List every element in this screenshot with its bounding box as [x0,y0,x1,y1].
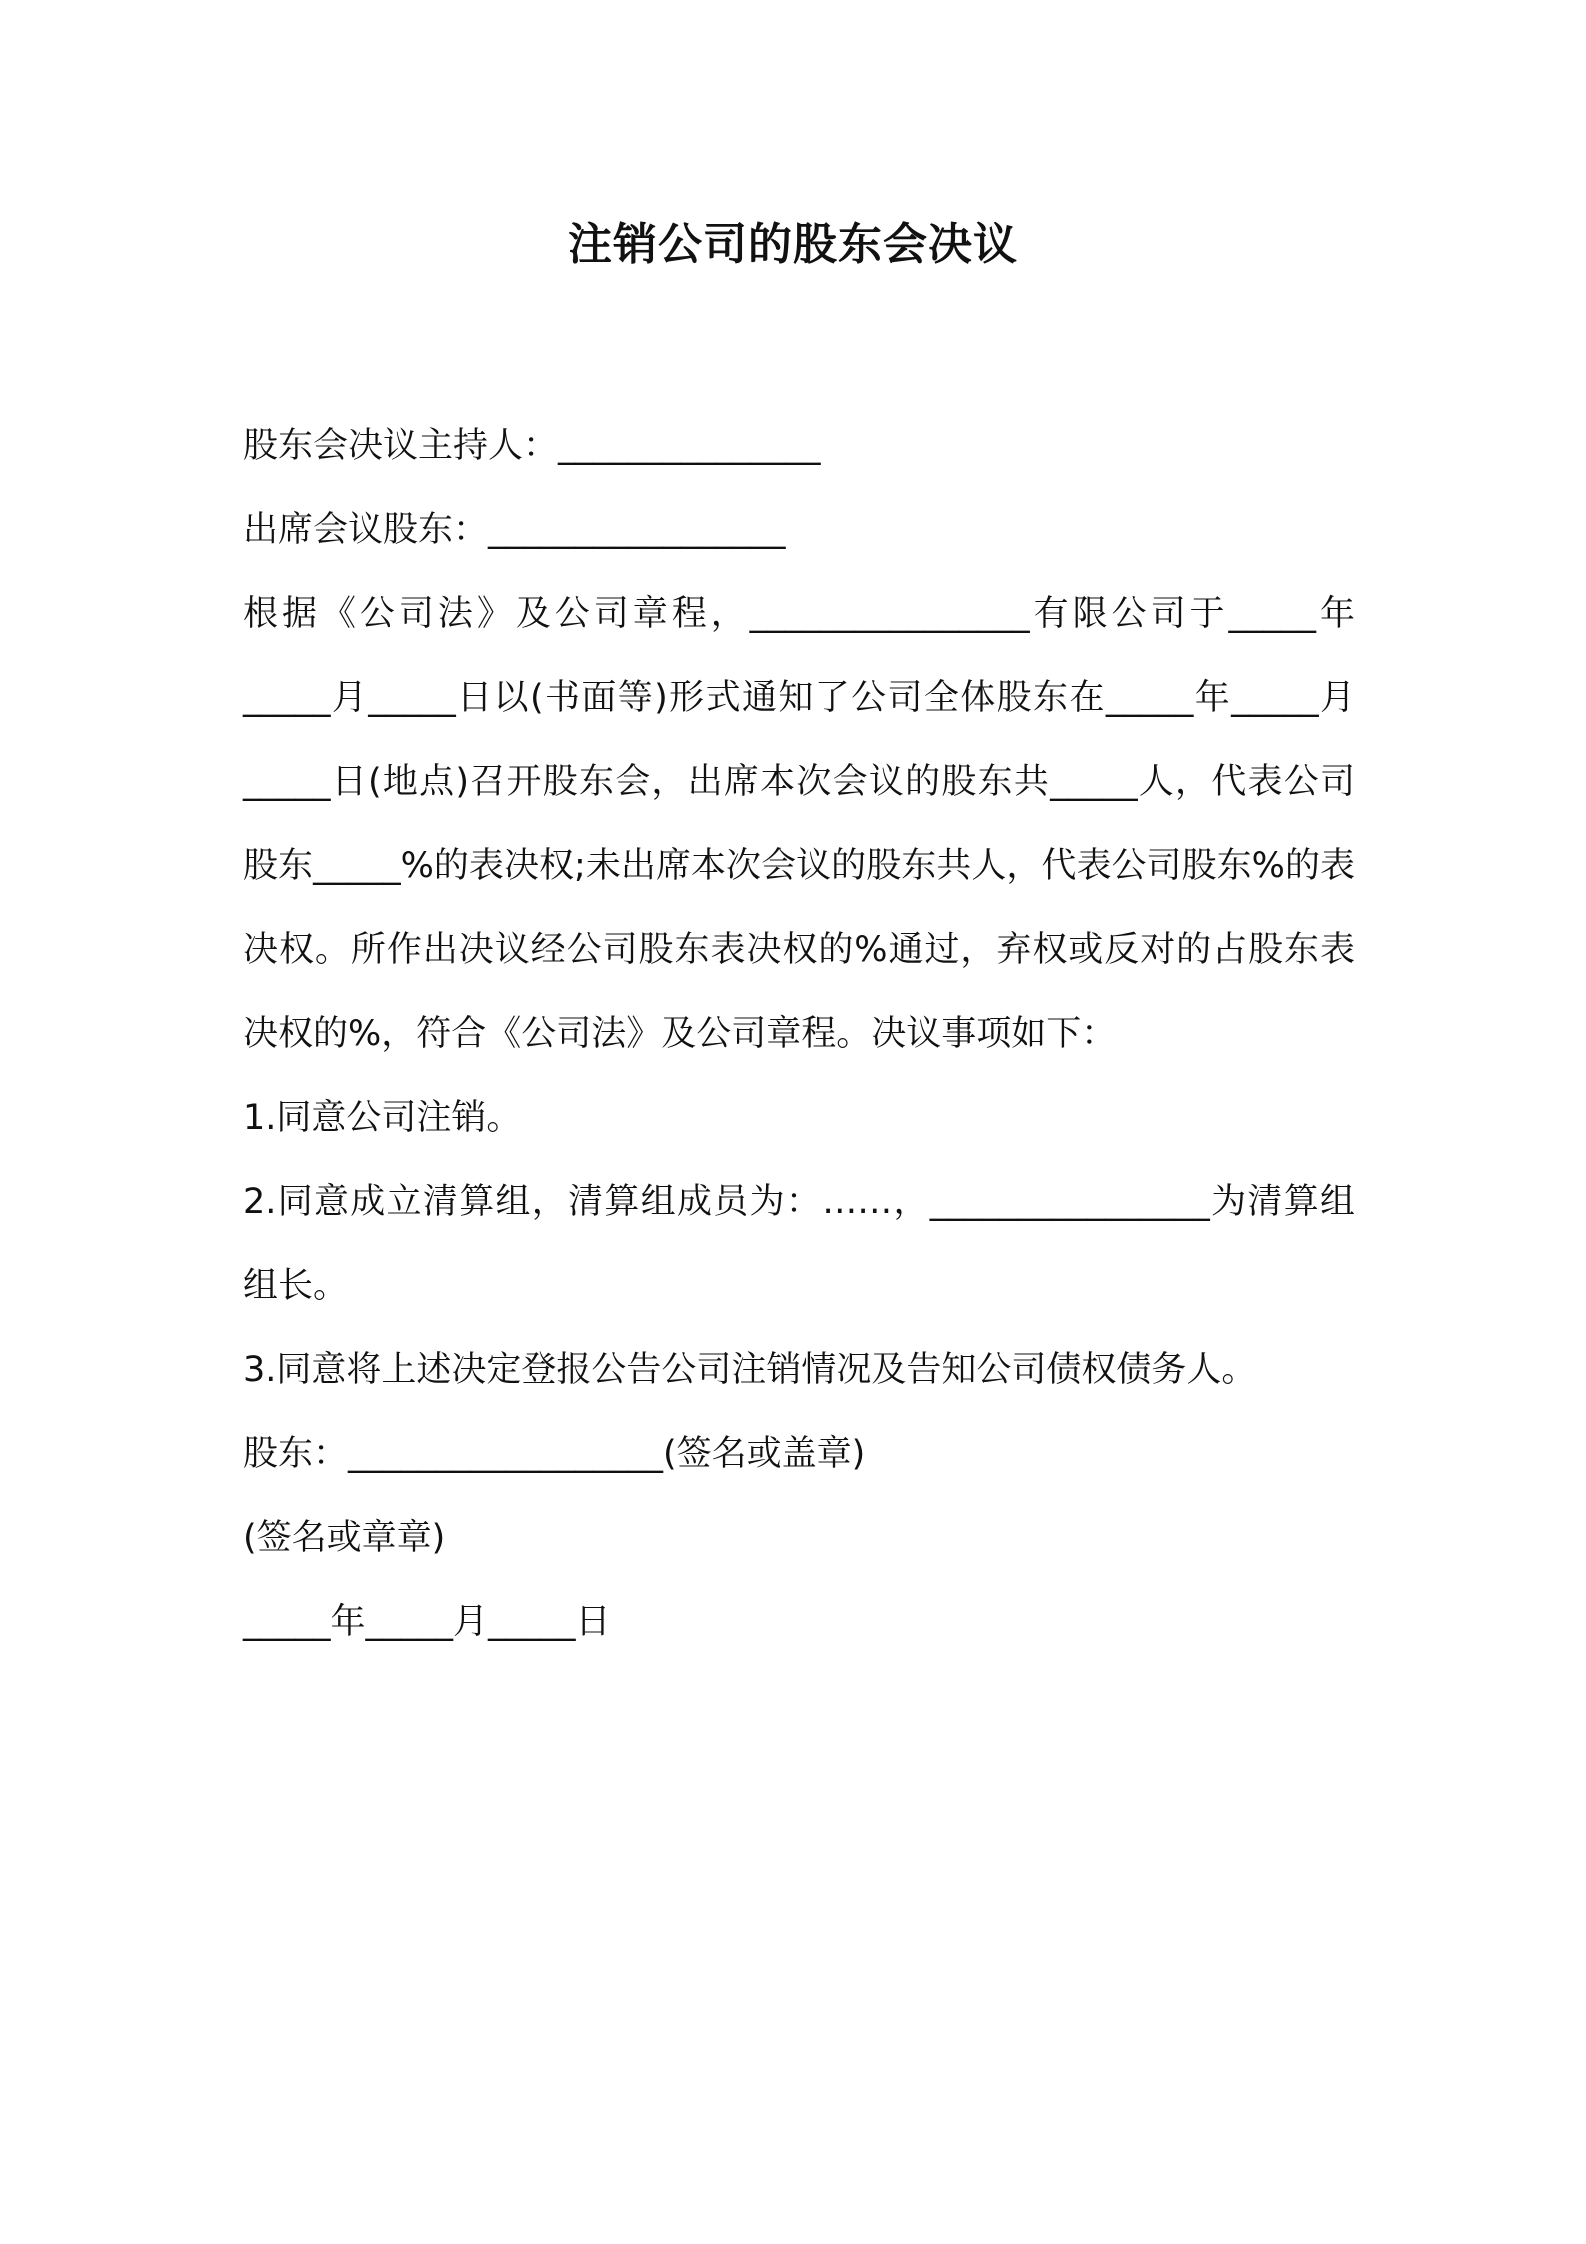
resolution-item-2: 2.同意成立清算组，清算组成员为：……，________________为清算组组长。 [243,1182,1355,1306]
page-title: 注销公司的股东会决议 [568,219,1018,270]
document-body [243,404,1355,1664]
host-line: 股东会决议主持人：_______________ [243,426,821,466]
resolution-item-1: 1.同意公司注销。 [243,1098,522,1138]
date-line: _____年_____月_____日 [243,1602,611,1642]
shareholder-sign-line: 股东：__________________(签名或盖章) [243,1434,866,1474]
main-paragraph: 根据《公司法》及公司章程，________________有限公司于_____年_____月_____日以(书面等)形式通知了公司全体股东在_____年_____月_____日(地点)召开股东会，出席本次会议的股东共_____人，代表公司股东_____%的表决权;未出席本次会议的股东共人，代表公司股东%的表决权。所作出决议经公司股东表决权的%通过，弃权或反对的占股东表决权的%，符合《公司法》及公司章程。决议事项如下： [243,594,1355,1054]
sign-note: (签名或章章) [243,1518,446,1558]
attendees-line: 出席会议股东：_________________ [243,510,786,550]
resolution-item-3: 3.同意将上述决定登报公告公司注销情况及告知公司债权债务人。 [243,1350,1257,1390]
